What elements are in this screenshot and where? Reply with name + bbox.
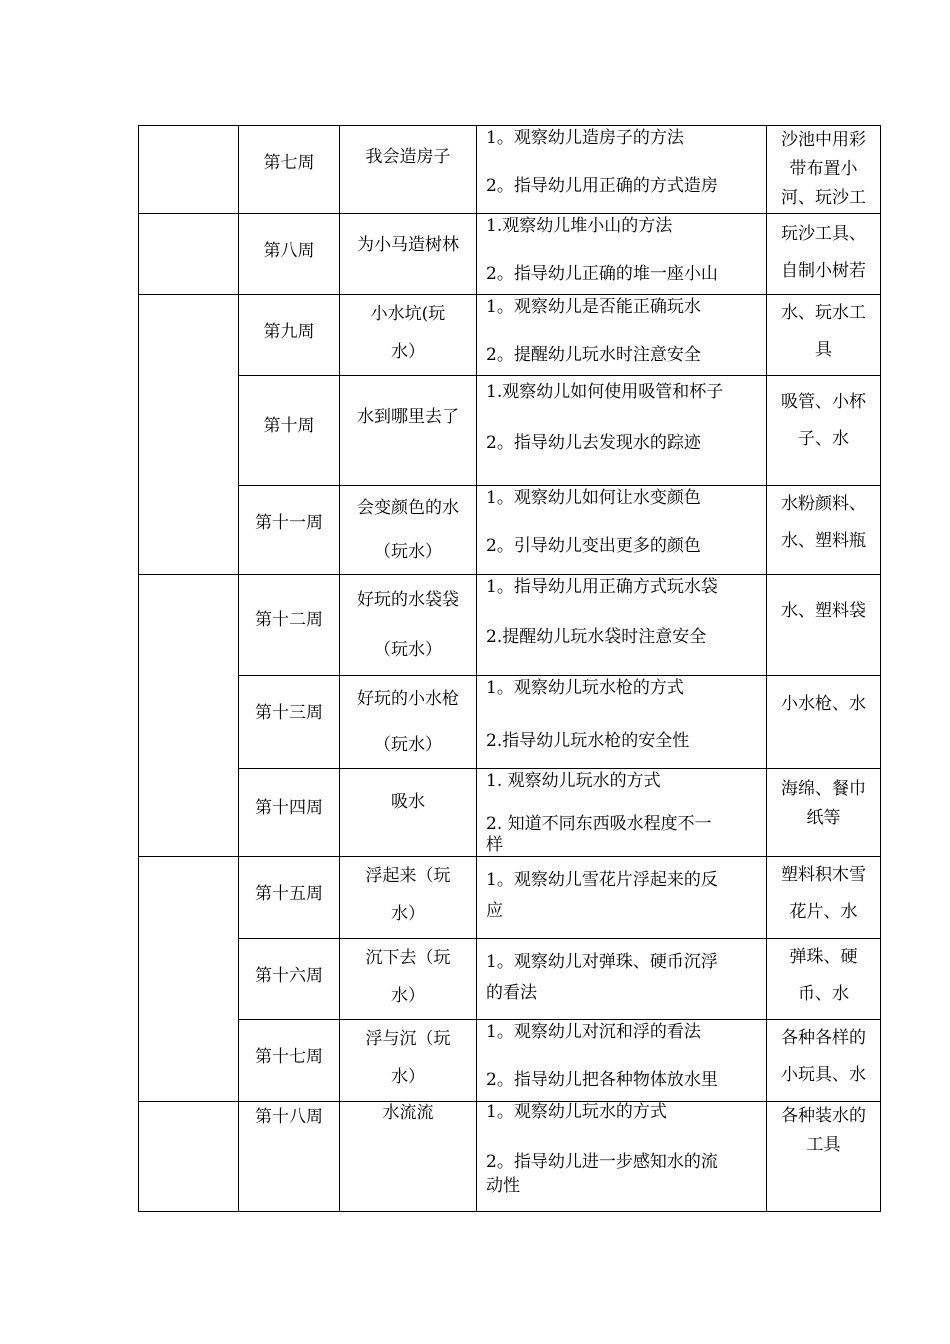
week-cell	[239, 376, 340, 486]
materials-line: 币、水	[798, 984, 849, 1004]
observation-cell	[477, 575, 767, 676]
observation-cell	[477, 1020, 767, 1102]
materials-line: 工具	[806, 1135, 841, 1155]
observation-line: 1。观察幼儿如何让水变颜色	[486, 488, 701, 508]
materials-line: 水、玩水工	[781, 303, 866, 323]
observation-line: 2。提醒幼儿玩水时注意安全	[486, 345, 701, 365]
materials-line: 花片、水	[789, 902, 858, 922]
observation-line: 1。指导幼儿用正确方式玩水袋	[486, 577, 718, 597]
materials-line: 水、塑料瓶	[781, 531, 866, 551]
activity-plan-table	[138, 125, 881, 1212]
observation-line: 2。指导幼儿进一步感知水的流	[486, 1152, 718, 1172]
materials-line: 各种装水的	[781, 1106, 866, 1126]
materials-line: 玩沙工具、	[781, 224, 866, 244]
week-label: 第十一周	[255, 513, 323, 533]
observation-line: 2。引导幼儿变出更多的颜色	[486, 536, 701, 556]
materials-line: 海绵、餐巾	[781, 779, 866, 799]
observation-line: 2.指导幼儿玩水枪的安全性	[486, 731, 690, 751]
topic-cell	[340, 486, 477, 575]
week-cell	[239, 1020, 340, 1102]
topic-line: 水）	[391, 904, 425, 924]
week-cell	[239, 214, 340, 295]
observation-cell	[477, 214, 767, 295]
week-label: 第十三周	[255, 703, 323, 723]
week-cell	[239, 676, 340, 769]
observation-cell	[477, 769, 767, 857]
topic-cell	[340, 376, 477, 486]
table-row	[139, 857, 881, 939]
week-cell	[239, 769, 340, 857]
observation-line: 动性	[486, 1176, 520, 1196]
topic-line: 沉下去（玩	[365, 948, 451, 968]
topic-line: 水）	[391, 1067, 425, 1087]
week-label: 第十周	[263, 416, 315, 436]
table-row	[139, 1020, 881, 1102]
week-label: 第十七周	[255, 1047, 323, 1067]
table-row	[139, 939, 881, 1020]
topic-cell	[340, 676, 477, 769]
table-row	[139, 575, 881, 676]
topic-cell	[340, 1102, 477, 1212]
observation-line: 样	[486, 835, 503, 855]
week-label: 第十五周	[255, 884, 323, 904]
topic-line: 我会造房子	[365, 147, 451, 167]
materials-cell	[767, 676, 881, 769]
materials-line: 各种各样的	[781, 1028, 866, 1048]
observation-cell	[477, 486, 767, 575]
observation-cell	[477, 126, 767, 214]
topic-line: 小水坑(玩	[370, 304, 446, 324]
observation-line: 2.提醒幼儿玩水袋时注意安全	[486, 627, 707, 647]
observation-line: 2。指导幼儿正确的堆一座小山	[486, 264, 718, 284]
month-cell	[139, 214, 239, 295]
materials-line: 带布置小	[789, 159, 858, 179]
materials-cell	[767, 126, 881, 214]
topic-line: （玩水）	[374, 640, 442, 660]
observation-line: 1。观察幼儿对弹珠、硬币沉浮	[486, 952, 718, 972]
topic-cell	[340, 214, 477, 295]
observation-line: 2。指导幼儿把各种物体放水里	[486, 1070, 718, 1090]
observation-cell	[477, 857, 767, 939]
observation-line: 1.观察幼儿如何使用吸管和杯子	[486, 382, 724, 402]
materials-line: 塑料积木雪	[781, 865, 866, 885]
observation-cell	[477, 939, 767, 1020]
observation-line: 1.观察幼儿堆小山的方法	[486, 216, 673, 236]
topic-line: 水流流	[382, 1103, 434, 1123]
table-row	[139, 295, 881, 376]
week-cell	[239, 486, 340, 575]
week-label: 第十二周	[255, 610, 323, 630]
table-row	[139, 376, 881, 486]
observation-line: 2。指导幼儿用正确的方式造房	[486, 176, 718, 196]
materials-line: 纸等	[806, 808, 841, 828]
materials-cell	[767, 376, 881, 486]
week-label: 第七周	[263, 153, 315, 173]
month-cell	[139, 857, 239, 1102]
topic-line: 水）	[391, 342, 425, 362]
table-row	[139, 126, 881, 214]
topic-line: 浮起来（玩	[365, 866, 451, 886]
month-cell	[139, 1102, 239, 1212]
week-label: 第八周	[263, 241, 315, 261]
materials-line: 沙池中用彩	[781, 130, 866, 150]
topic-line: 水）	[391, 986, 425, 1006]
topic-cell	[340, 939, 477, 1020]
materials-line: 弹珠、硬	[789, 947, 858, 967]
materials-line: 小玩具、水	[781, 1065, 866, 1085]
materials-line: 河、玩沙工	[781, 188, 866, 208]
topic-line: 浮与沉（玩	[365, 1029, 451, 1049]
materials-cell	[767, 769, 881, 857]
materials-cell	[767, 214, 881, 295]
month-cell	[139, 126, 239, 214]
materials-line: 小水枪、水	[781, 694, 866, 714]
week-label: 第十八周	[255, 1107, 323, 1127]
materials-cell	[767, 857, 881, 939]
materials-line: 子、水	[798, 429, 849, 449]
week-cell	[239, 295, 340, 376]
week-label: 第九周	[263, 322, 315, 342]
table-row	[139, 676, 881, 769]
materials-cell	[767, 939, 881, 1020]
topic-line: （玩水）	[374, 735, 442, 755]
topic-line: 会变颜色的水	[357, 498, 459, 518]
materials-cell	[767, 1102, 881, 1212]
month-cell	[139, 295, 239, 575]
topic-cell	[340, 295, 477, 376]
topic-line: 水到哪里去了	[357, 407, 459, 427]
observation-line: 应	[486, 901, 503, 921]
materials-line: 水粉颜料、	[781, 494, 866, 514]
table-row	[139, 1102, 881, 1212]
week-cell	[239, 575, 340, 676]
materials-line: 具	[815, 340, 832, 360]
observation-line: 的看法	[486, 983, 537, 1003]
observation-line: 1。观察幼儿对沉和浮的看法	[486, 1022, 701, 1042]
materials-cell	[767, 1020, 881, 1102]
topic-cell	[340, 1020, 477, 1102]
table-row	[139, 769, 881, 857]
topic-cell	[340, 769, 477, 857]
week-label: 第十四周	[255, 798, 323, 818]
topic-line: 好玩的小水枪	[357, 689, 459, 709]
materials-line: 自制小树若	[781, 261, 866, 281]
topic-cell	[340, 857, 477, 939]
topic-cell	[340, 575, 477, 676]
observation-line: 2。指导幼儿去发现水的踪迹	[486, 433, 701, 453]
topic-cell	[340, 126, 477, 214]
materials-line: 吸管、小杯	[781, 392, 866, 412]
observation-line: 1。观察幼儿雪花片浮起来的反	[486, 870, 718, 890]
topic-line: 好玩的水袋袋	[357, 590, 459, 610]
week-cell	[239, 939, 340, 1020]
topic-line: 吸水	[391, 792, 425, 812]
observation-cell	[477, 376, 767, 486]
materials-cell	[767, 575, 881, 676]
table-row	[139, 214, 881, 295]
materials-cell	[767, 295, 881, 376]
materials-line: 水、塑料袋	[781, 601, 866, 621]
observation-line: 1. 观察幼儿玩水的方式	[486, 771, 661, 791]
observation-line: 2. 知道不同东西吸水程度不一	[486, 814, 712, 834]
observation-cell	[477, 676, 767, 769]
topic-line: 为小马造树林	[357, 235, 459, 255]
week-cell	[239, 1102, 340, 1212]
week-cell	[239, 126, 340, 214]
table-row	[139, 486, 881, 575]
week-label: 第十六周	[255, 966, 323, 986]
observation-line: 1。观察幼儿造房子的方法	[486, 128, 684, 148]
observation-line: 1。观察幼儿玩水枪的方式	[486, 678, 684, 698]
observation-line: 1。观察幼儿玩水的方式	[486, 1102, 667, 1122]
observation-cell	[477, 1102, 767, 1212]
topic-line: （玩水）	[374, 542, 442, 562]
observation-cell	[477, 295, 767, 376]
observation-line: 1。观察幼儿是否能正确玩水	[486, 297, 701, 317]
materials-cell	[767, 486, 881, 575]
week-cell	[239, 857, 340, 939]
month-cell	[139, 575, 239, 857]
